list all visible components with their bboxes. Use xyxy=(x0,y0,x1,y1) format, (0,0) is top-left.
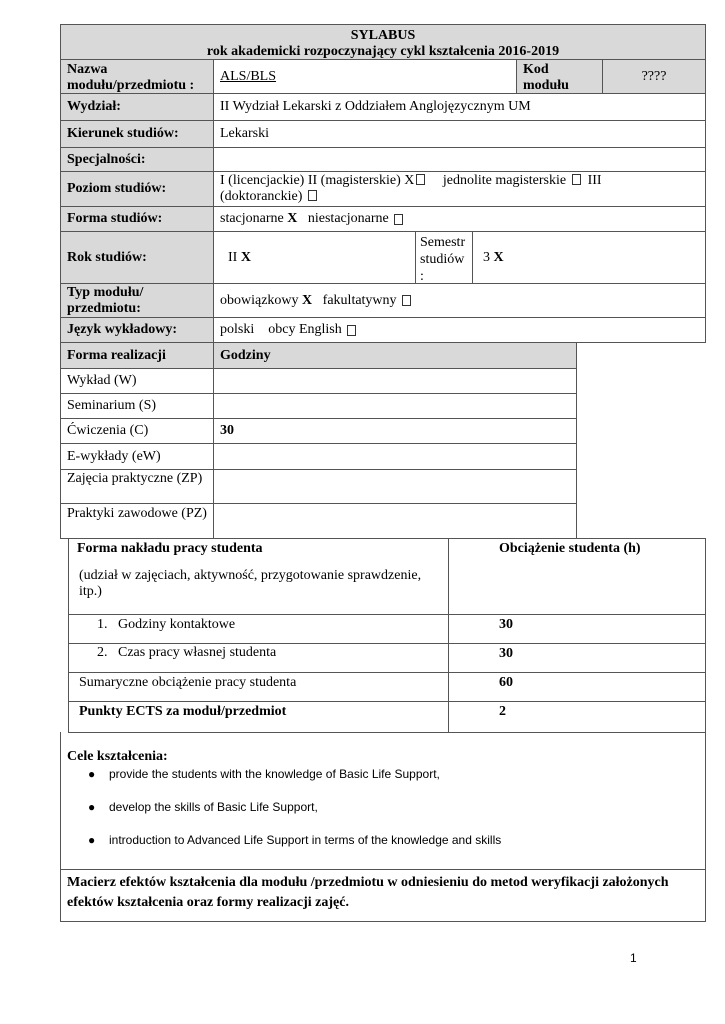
workload-header-load: Obciążenie studenta (h) xyxy=(448,538,706,615)
syllabus-header xyxy=(60,24,706,60)
hours-row-value: 30 xyxy=(213,418,577,444)
page-number: 1 xyxy=(630,951,637,965)
module-type-value xyxy=(213,283,706,318)
goals-title: Cele kształcenia: xyxy=(67,749,168,764)
field-value: Lekarski xyxy=(213,120,706,148)
hours-row-value xyxy=(213,469,577,504)
hours-row-value xyxy=(213,393,577,419)
hours-row-value xyxy=(213,443,577,470)
bullet-icon: ● xyxy=(88,833,96,847)
level-option-ba-ma: I (licencjackie) II (magisterskie) X xyxy=(220,173,415,188)
level-label: Poziom studiów: xyxy=(60,171,214,207)
year-label: Rok studiów: xyxy=(60,231,214,284)
goal-text: develop the skills of Basic Life Support, xyxy=(109,800,318,814)
semester-value xyxy=(472,231,706,284)
checkbox-icon xyxy=(347,325,356,336)
faculty-value: II Wydział Lekarski z Oddziałem Anglojęzycznym UM xyxy=(213,93,706,121)
checkbox-icon xyxy=(402,295,411,306)
semester-mark: X xyxy=(493,249,504,265)
ects-label: Punkty ECTS za moduł/przedmiot xyxy=(68,701,449,733)
level-line-2 xyxy=(220,189,699,205)
goal-text: provide the students with the knowledge of Basic Life Support, xyxy=(109,767,440,781)
level-option-phd-text: (doktoranckie) xyxy=(220,189,303,204)
hours-row-label: Ćwiczenia (C) xyxy=(60,418,214,444)
workload-contact-label xyxy=(68,614,449,644)
study-form-label: Forma studiów: xyxy=(60,206,214,232)
workload-header-note: (udział w zajęciach, aktywność, przygotowanie sprawdzenie, itp.) xyxy=(79,568,422,599)
semester-label: Semestr studiów : xyxy=(415,231,473,284)
type-optional: fakultatywny xyxy=(322,292,397,308)
hours-row-label: Seminarium (S) xyxy=(60,393,214,419)
hours-row-label: Wykład (W) xyxy=(60,368,214,394)
syllabus-subtitle: rok akademicki rozpoczynający cykl kształcenia 2016-2019 xyxy=(206,44,560,59)
workload-total-value: 60 xyxy=(448,672,706,702)
syllabus-title: SYLABUS xyxy=(350,28,416,43)
workload-contact-text: 1. Godziny kontaktowe xyxy=(97,617,236,632)
module-name-label: Nazwa modułu/przedmiotu : xyxy=(60,59,214,94)
hours-row-value xyxy=(213,368,577,394)
workload-self-value: 30 xyxy=(448,643,706,673)
field-label: Kierunek studiów: xyxy=(60,120,214,148)
hours-row-label: Praktyki zawodowe (PZ) xyxy=(60,503,214,539)
checkbox-icon xyxy=(394,214,403,225)
goal-item xyxy=(88,800,318,814)
workload-header-title: Forma nakładu pracy studenta xyxy=(77,541,263,556)
goal-item xyxy=(88,833,502,847)
language-label: Język wykładowy: xyxy=(60,317,214,343)
form-stationary-mark: X xyxy=(287,211,298,226)
module-name-text: ALS/BLS xyxy=(220,68,277,84)
form-stationary: stacjonarne xyxy=(220,211,284,226)
semester-text: 3 xyxy=(483,249,490,265)
module-type-label: Typ modułu/ przedmiotu: xyxy=(60,283,214,318)
workload-total-label: Sumaryczne obciążenie pracy studenta xyxy=(68,672,449,702)
checkbox-icon xyxy=(308,190,317,201)
module-name-value xyxy=(213,59,517,94)
type-mandatory: obowiązkowy xyxy=(220,292,299,308)
hours-header-form: Forma realizacji xyxy=(60,342,214,369)
bullet-icon: ● xyxy=(88,800,96,814)
year-text: II xyxy=(228,249,238,265)
hours-row-label: E-wykłady (eW) xyxy=(60,443,214,470)
goals-section xyxy=(60,732,706,870)
checkbox-icon xyxy=(416,174,425,185)
goal-text: introduction to Advanced Life Support in terms of the knowledge and skills xyxy=(109,833,502,847)
module-code-text: ???? xyxy=(641,68,667,84)
level-option-phd: III xyxy=(587,173,602,188)
level-line-1 xyxy=(220,173,699,189)
level-value xyxy=(213,171,706,207)
checkbox-icon xyxy=(572,174,581,185)
workload-self-text: 2. Czas pracy własnej studenta xyxy=(97,645,277,660)
year-mark: X xyxy=(240,249,251,265)
hours-row-label: Zajęcia praktyczne (ZP) xyxy=(60,469,214,504)
language-text: polski obcy English xyxy=(220,322,342,337)
workload-header-form xyxy=(68,538,449,615)
matrix-title: Macierz efektów kształcenia dla modułu /przedmiotu w odniesieniu do metod weryfikacji założonych efektów kształcenia oraz formy realizacji zajęć. xyxy=(60,869,706,922)
ects-value: 2 xyxy=(448,701,706,733)
year-value xyxy=(213,231,416,284)
workload-contact-value: 30 xyxy=(448,614,706,644)
goal-item xyxy=(88,767,440,781)
bullet-icon: ● xyxy=(88,767,96,781)
module-code-label: Kod modułu xyxy=(516,59,603,94)
specialty-label: Specjalności: xyxy=(60,147,214,172)
module-code-value xyxy=(602,59,706,94)
hours-header-hours: Godziny xyxy=(213,342,577,369)
workload-self-label xyxy=(68,643,449,673)
language-value xyxy=(213,317,706,343)
study-form-value xyxy=(213,206,706,232)
specialty-value xyxy=(213,147,706,172)
level-option-uniform-ma: jednolite magisterskie xyxy=(442,173,567,188)
type-mandatory-mark: X xyxy=(302,292,313,308)
hours-row-value xyxy=(213,503,577,539)
faculty-label: Wydział: xyxy=(60,93,214,121)
form-nonstationary: niestacjonarne xyxy=(307,211,389,226)
